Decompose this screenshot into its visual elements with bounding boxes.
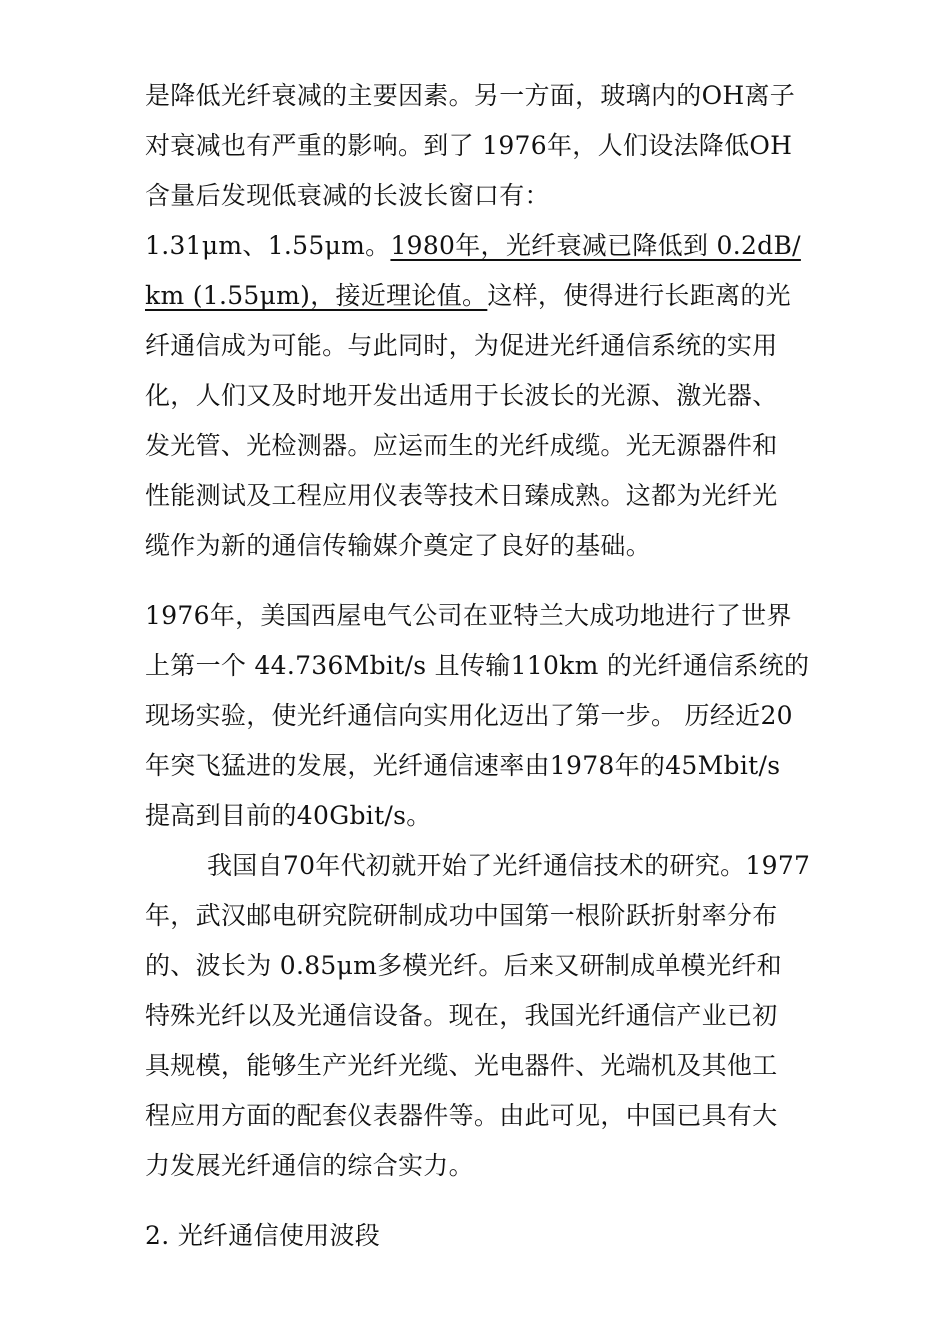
text-line: 是降低光纤衰减的主要因素。另一方面，玻璃内的OH离子	[145, 81, 796, 110]
underlined-text: km (1.55μm)，接近理论值。	[145, 281, 488, 310]
text-line: 程应用方面的配套仪表器件等。由此可见，中国已具有大	[145, 1101, 778, 1130]
text-span: 1.31μm、1.55μm。	[145, 231, 391, 260]
text-line: 上第一个 44.736Mbit/s 且传输110km 的光纤通信系统的	[145, 651, 810, 680]
text-line	[145, 281, 791, 311]
text-line: 我国自70年代初就开始了光纤通信技术的研究。1977	[207, 851, 811, 880]
text-line: 年突飞猛进的发展，光纤通信速率由1978年的45Mbit/s	[145, 751, 781, 780]
text-line: 1976年，美国西屋电气公司在亚特兰大成功地进行了世界	[145, 601, 792, 630]
section-heading: 2. 光纤通信使用波段	[145, 1221, 381, 1250]
text-line	[145, 231, 801, 261]
text-line: 纤通信成为可能。与此同时，为促进光纤通信系统的实用	[145, 331, 778, 360]
text-line: 性能测试及工程应用仪表等技术日臻成熟。这都为光纤光	[145, 481, 778, 510]
text-line: 发光管、光检测器。应运而生的光纤成缆。光无源器件和	[145, 431, 778, 460]
underlined-text: 1980年，光纤衰减已降低到 0.2dB/	[390, 231, 801, 260]
text-line: 提高到目前的40Gbit/s。	[145, 801, 432, 830]
text-line: 缆作为新的通信传输媒介奠定了良好的基础。	[145, 531, 652, 560]
text-line: 含量后发现低衰减的长波长窗口有：	[145, 181, 550, 210]
text-line: 的、波长为 0.85μm多模光纤。后来又研制成单模光纤和	[145, 951, 782, 980]
text-line: 化，人们又及时地开发出适用于长波长的光源、激光器、	[145, 381, 778, 410]
text-span: 这样，使得进行长距离的光	[487, 281, 791, 310]
text-line: 现场实验，使光纤通信向实用化迈出了第一步。 历经近20	[145, 701, 793, 730]
text-line: 对衰减也有严重的影响。到了 1976年，人们设法降低OH	[145, 131, 793, 160]
text-line: 特殊光纤以及光通信设备。现在，我国光纤通信产业已初	[145, 1001, 778, 1030]
text-line: 力发展光纤通信的综合实力。	[145, 1151, 474, 1180]
text-line: 具规模，能够生产光纤光缆、光电器件、光端机及其他工	[145, 1051, 778, 1080]
text-line: 年，武汉邮电研究院研制成功中国第一根阶跃折射率分布	[145, 901, 778, 930]
